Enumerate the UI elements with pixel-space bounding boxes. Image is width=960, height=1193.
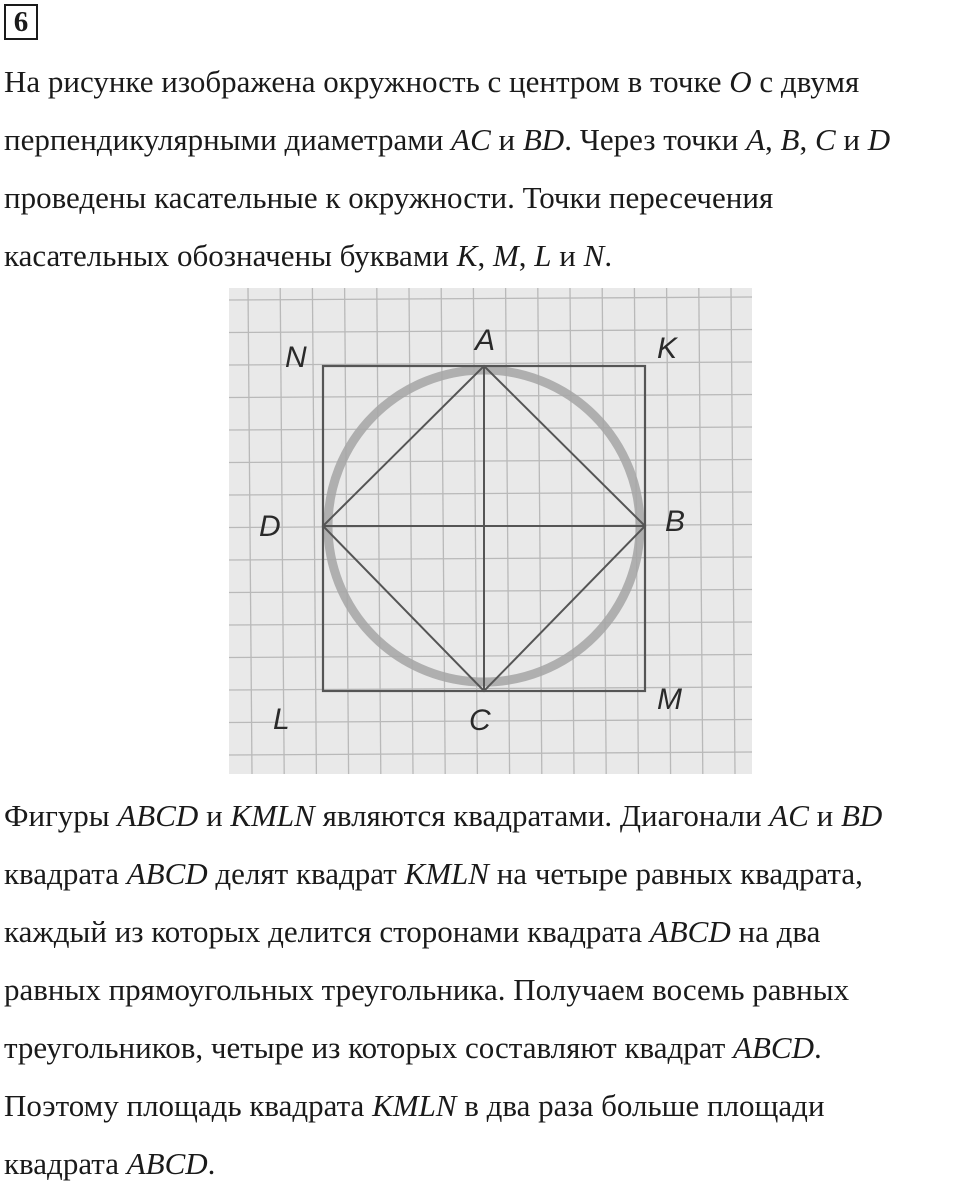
text-segment: . [207,1146,216,1181]
text-line [4,169,956,227]
label-n: N [285,341,307,374]
math-variable: L [534,238,552,273]
label-c: C [469,704,491,737]
text-segment: Поэтому площадь квадрата [4,1088,373,1123]
math-variable: ABCD [126,1146,208,1181]
text-line [4,787,956,845]
text-segment: и [835,122,868,157]
text-line [4,227,956,285]
intro-paragraph [4,53,956,285]
text-line [4,53,956,111]
text-line [4,1019,956,1077]
math-variable: KMLN [404,856,489,891]
math-variable: KMLN [372,1088,457,1123]
text-segment: перпендикулярными диаметрами [4,122,452,157]
text-segment: . Через точки [564,122,747,157]
math-variable: ABCD [733,1030,814,1065]
text-segment: , [518,238,535,273]
math-variable: K [456,238,478,273]
text-segment: и [808,798,841,833]
math-variable: AC [451,122,491,157]
text-segment: На рисунке изображена окружность с центром в точке [4,64,730,99]
label-a: A [475,324,496,357]
text-segment: , [799,122,815,157]
text-segment: и [198,798,231,833]
math-variable: D [867,122,891,157]
text-segment: на четыре равных квадрата, [488,856,863,891]
text-line [4,1077,956,1135]
text-segment: , [477,238,493,273]
text-segment: треугольников, четыре из которых составляют квадрат [4,1030,734,1065]
text-line [4,1135,956,1193]
text-segment: квадрата [4,1146,127,1181]
text-segment: делят квадрат [207,856,405,891]
task-number: 6 [4,4,38,40]
label-d: D [259,510,281,543]
text-line [4,845,956,903]
text-segment: и [490,122,523,157]
text-segment: являются квадратами. Диагонали [314,798,770,833]
text-segment: с двумя [751,64,860,99]
math-variable: O [729,64,752,99]
math-variable: M [492,238,519,273]
math-variable: ABCD [126,856,208,891]
math-variable: BD [841,798,883,833]
text-segment: квадрата [4,856,127,891]
text-segment: . [813,1030,822,1065]
text-segment: . [604,238,613,273]
text-segment: Фигуры [4,798,118,833]
math-variable: AC [769,798,809,833]
text-segment: и [551,238,584,273]
label-k: K [657,332,678,365]
label-b: B [665,505,686,538]
text-line [4,903,956,961]
math-variable: C [814,122,836,157]
text-segment: касательных обозначены буквами [4,238,457,273]
label-l: L [273,703,290,736]
text-segment: проведены касательные к окружности. Точки пересечения [4,180,774,215]
math-variable: ABCD [117,798,199,833]
math-variable: ABCD [649,914,731,949]
text-segment: равных прямоугольных треугольника. Получаем восемь равных [4,972,850,1007]
solution-paragraph [4,787,956,1193]
text-segment: в два раза больше площади [456,1088,825,1123]
text-line [4,961,956,1019]
math-variable: N [583,238,605,273]
geometry-figure [229,288,752,774]
math-variable: A [746,122,766,157]
label-m: M [657,683,682,716]
text-line [4,111,956,169]
math-variable: B [780,122,800,157]
text-segment: , [765,122,781,157]
math-variable: KMLN [230,798,315,833]
math-variable: BD [522,122,565,157]
text-segment: каждый из которых делится сторонами квадрата [4,914,650,949]
text-segment: на два [730,914,821,949]
